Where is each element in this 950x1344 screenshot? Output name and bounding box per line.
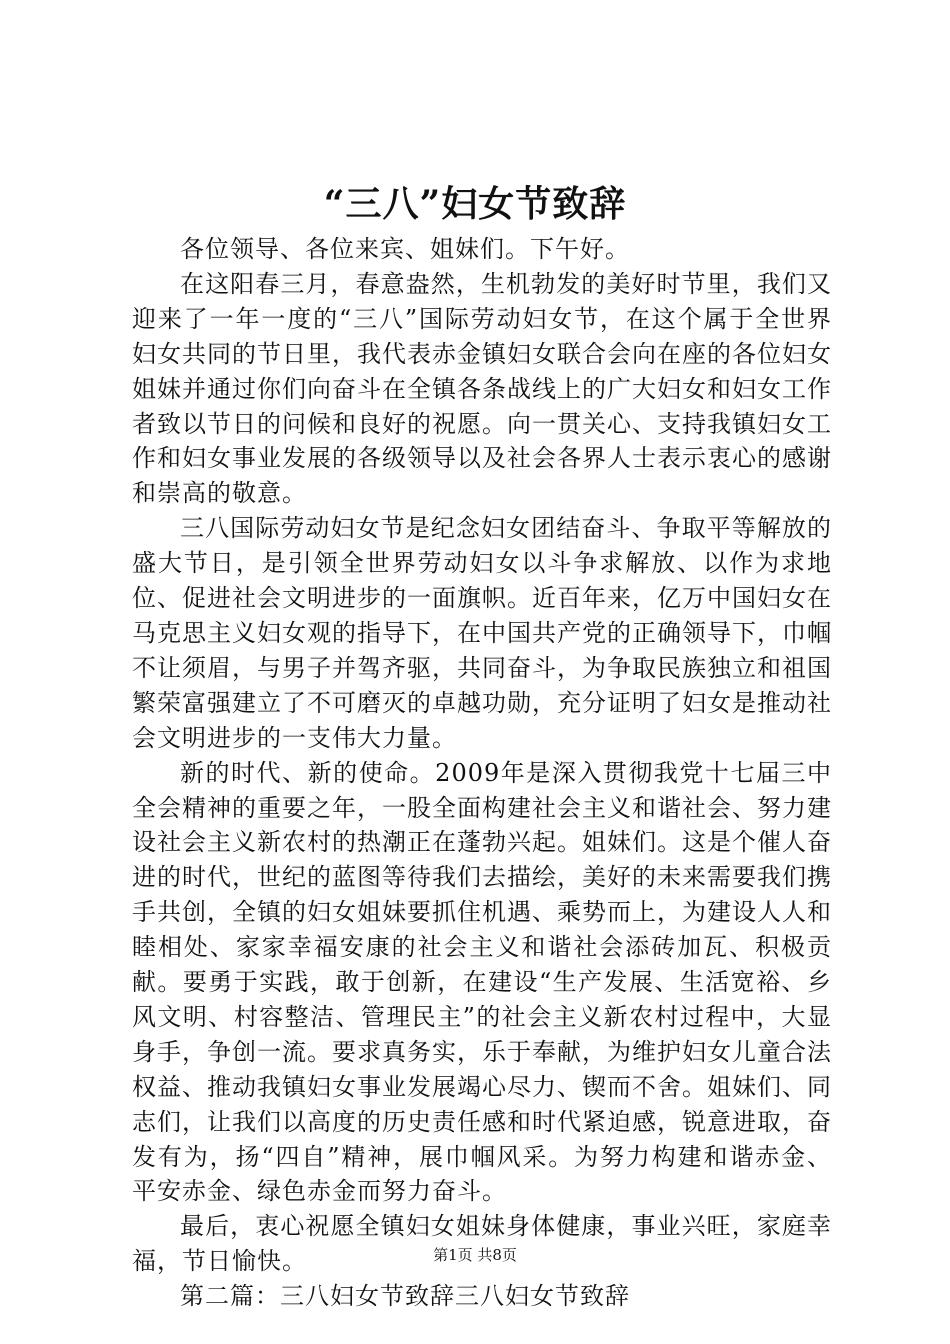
paragraph-greeting: 各位领导、各位来宾、姐妹们。下午好。 bbox=[180, 235, 630, 263]
document-body bbox=[132, 232, 832, 1314]
page-number-footer: 第1页 共8页 bbox=[433, 1246, 517, 1264]
paragraph-holiday-significance: 三八国际劳动妇女节是纪念妇女团结奋斗、争取平等解放的盛大节日，是引领全世界劳动妇女以斗争求解放、以作为求地位、促进社会文明进步的一面旗帜。近百年来，亿万中国妇女在马克思主义妇女观的指导下，在中国共产党的正确领导下，巾帼不让须眉，与男子并驾齐驱，共同奋斗，为争取民族独立和祖国繁荣富强建立了不可磨灭的卓越功勋，充分证明了妇女是推动社会文明进步的一支伟大力量。 bbox=[132, 514, 832, 752]
paragraph-closing-wishes: 最后，衷心祝愿全镇妇女姐妹身体健康，事业兴旺，家庭幸福，节日愉快。 bbox=[132, 1212, 832, 1276]
paragraph-second-article-heading: 第二篇：三八妇女节致辞三八妇女节致辞 bbox=[180, 1282, 630, 1311]
paragraph-new-era-mission: 新的时代、新的使命。2009年是深入贯彻我党十七届三中全会精神的重要之年，一股全面构建社会主义和谐社会、努力建设社会主义新农村的热潮正在蓬勃兴起。姐妹们。这是个催人奋进的时代，世纪的蓝图等待我们去描绘，美好的未来需要我们携手共创，全镇的妇女姐妹要抓住机遇、乘势而上，为建设人人和睦相处、家家幸福安康的社会主义和谐社会添砖加瓦、积极贡献。要勇于实践，敢于创新，在建设“生产发展、生活宽裕、乡风文明、村容整洁、管理民主”的社会主义新农村过程中，大显身手，争创一流。要求真务实，乐于奉献，为维护妇女儿童合法权益、推动我镇妇女事业发展竭心尽力、锲而不舍。姐妹们、同志们，让我们以高度的历史责任感和时代紧迫感，锐意进取，奋发有为，扬“四自”精神，展巾帼风采。为努力构建和谐赤金、平安赤金、绿色赤金而努力奋斗。 bbox=[132, 758, 832, 1206]
paragraph-holiday-greetings: 在这阳春三月，春意盎然，生机勃发的美好时节里，我们又迎来了一年一度的“三八”国际劳动妇女节，在这个属于全世界妇女共同的节日里，我代表赤金镇妇女联合会向在座的各位妇女姐妹并通过你们向奋斗在全镇各条战线上的广大妇女和妇女工作者致以节日的问候和良好的祝愿。向一贯关心、支持我镇妇女工作和妇女事业发展的各级领导以及社会各界人士表示衷心的感谢和崇高的敬意。 bbox=[132, 269, 832, 508]
document-title: “三八”妇女节致辞 bbox=[323, 183, 627, 225]
